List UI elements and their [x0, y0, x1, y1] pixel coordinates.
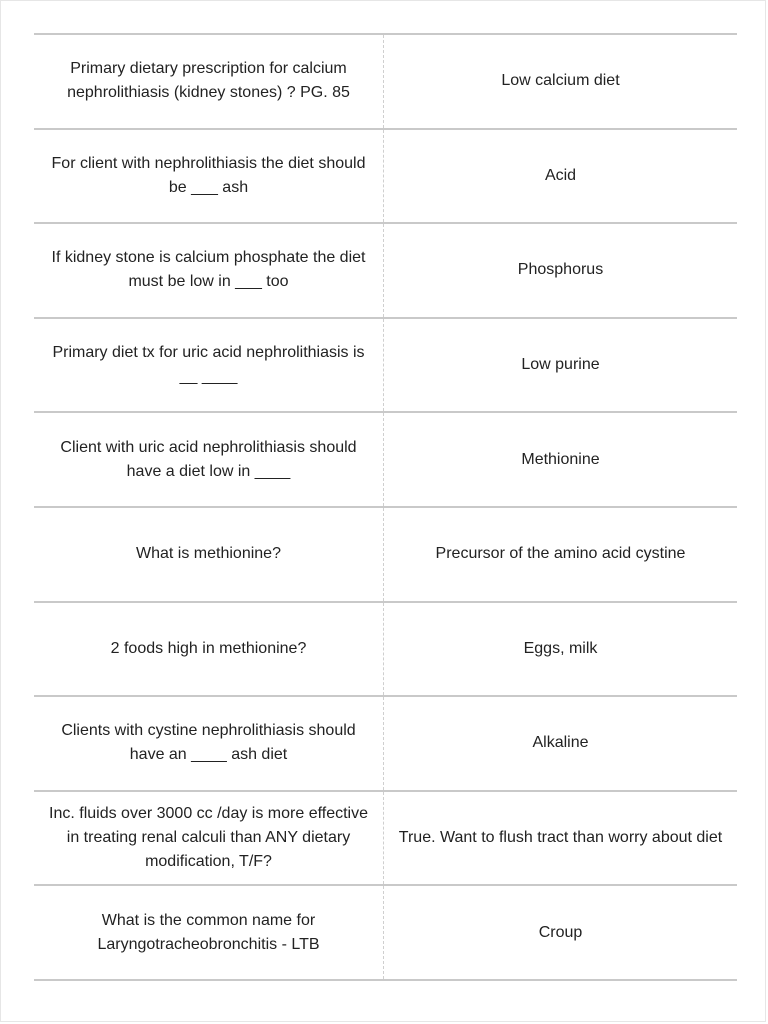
card-term: Client with uric acid nephrolithiasis should have a diet low in ____: [34, 413, 384, 506]
flashcard-row: [34, 603, 737, 698]
flashcard-row: [34, 697, 737, 792]
card-definition: Eggs, milk: [523, 639, 598, 657]
card-definition: True. Want to flush tract than worry about diet: [398, 829, 723, 847]
card-term: 2 foods high in methionine?: [34, 603, 384, 696]
card-definition: Precursor of the amino acid cystine: [435, 545, 686, 563]
flashcard-row: [34, 886, 737, 981]
card-definition: Alkaline: [532, 734, 589, 752]
card-definition: Low calcium diet: [501, 72, 620, 90]
flashcard-row: [34, 319, 737, 414]
card-definition: Low purine: [521, 356, 600, 374]
card-term: What is methionine?: [34, 508, 384, 601]
flashcard-row: [34, 35, 737, 130]
flashcard-table: [34, 33, 737, 981]
card-definition: Phosphorus: [517, 261, 604, 279]
card-definition: Croup: [538, 923, 583, 941]
card-term: Clients with cystine nephrolithiasis should have an ____ ash diet: [34, 697, 384, 790]
flashcard-row: [34, 792, 737, 887]
card-term: What is the common name for Laryngotracheobronchitis - LTB: [34, 886, 384, 979]
card-term: Primary dietary prescription for calcium nephrolithiasis (kidney stones) ? PG. 85: [34, 35, 384, 128]
flashcard-row: [34, 413, 737, 508]
card-term: For client with nephrolithiasis the diet should be ___ ash: [34, 130, 384, 223]
card-definition: Acid: [544, 166, 577, 184]
flashcard-row: [34, 130, 737, 225]
card-definition: Methionine: [521, 450, 600, 468]
card-term: If kidney stone is calcium phosphate the diet must be low in ___ too: [34, 224, 384, 317]
flashcard-row: [34, 508, 737, 603]
flashcard-row: [34, 224, 737, 319]
card-term: Primary diet tx for uric acid nephrolithiasis is __ ____: [34, 319, 384, 412]
card-term: Inc. fluids over 3000 cc /day is more effective in treating renal calculi than ANY dietary modification, T/F?: [34, 792, 384, 885]
